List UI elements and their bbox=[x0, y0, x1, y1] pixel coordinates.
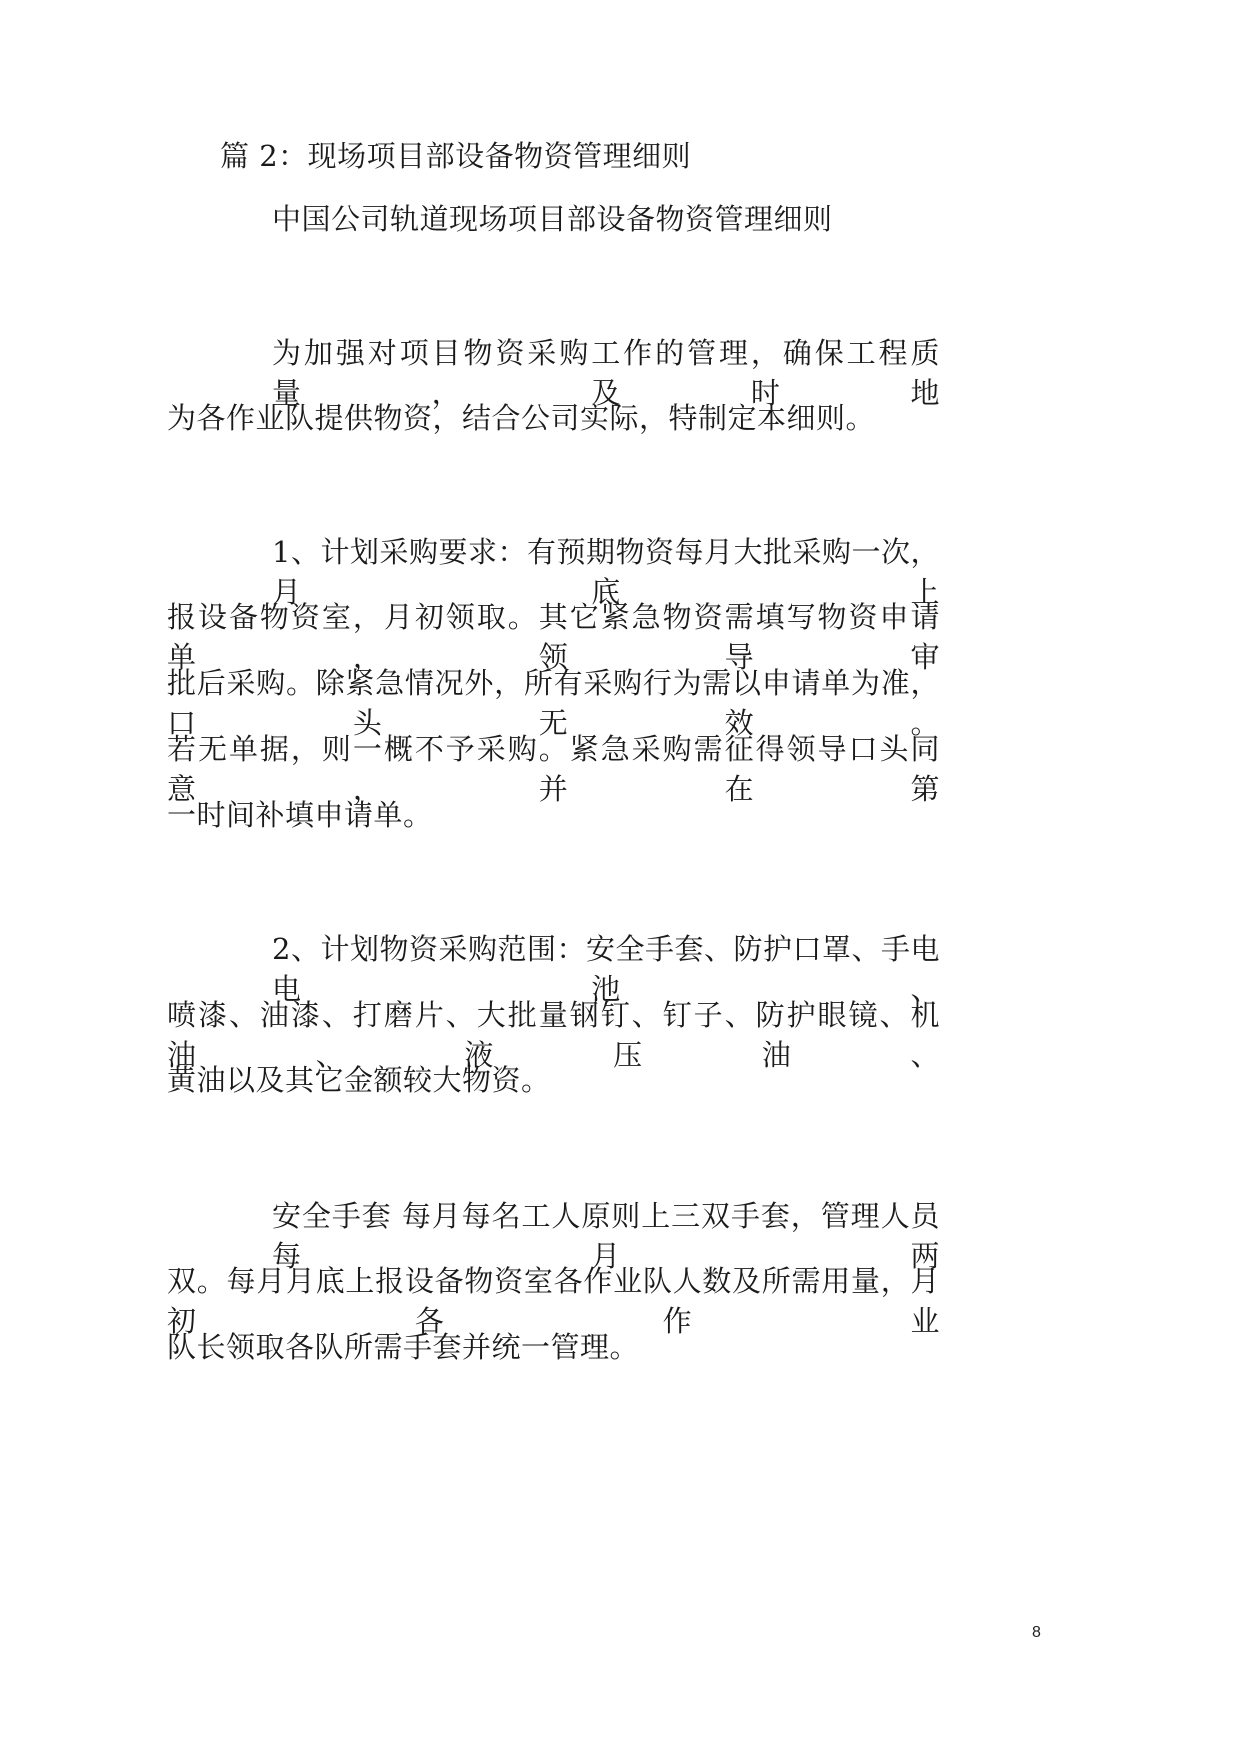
paragraph-line: 喷漆、油漆、打磨片、大批量钢钉、钉子、防护眼镜、机油、液压油、 bbox=[167, 998, 940, 1072]
document-subtitle: 中国公司轨道现场项目部设备物资管理细则 bbox=[272, 202, 833, 236]
paragraph-line: 批后采购。除紧急情况外，所有采购行为需以申请单为准，口头无效。 bbox=[167, 666, 940, 740]
paragraph-line: 黄油以及其它金额较大物资。 bbox=[167, 1063, 551, 1097]
paragraph-line: 双。每月月底上报设备物资室各作业队人数及所需用量，月初各作业 bbox=[167, 1264, 940, 1338]
paragraph-line: 若无单据，则一概不予采购。紧急采购需征得领导口头同意，并在第 bbox=[167, 732, 940, 806]
paragraph-line: 安全手套 每月每名工人原则上三双手套，管理人员每月两 bbox=[272, 1199, 940, 1273]
section-heading: 篇 2：现场项目部设备物资管理细则 bbox=[220, 139, 692, 173]
page-number: 8 bbox=[1032, 1624, 1041, 1641]
paragraph-line: 报设备物资室，月初领取。其它紧急物资需填写物资申请单，领导审 bbox=[167, 600, 940, 674]
paragraph-line: 1、计划采购要求：有预期物资每月大批采购一次，月底上 bbox=[272, 535, 940, 609]
paragraph-line: 为各作业队提供物资，结合公司实际，特制定本细则。 bbox=[167, 401, 876, 435]
paragraph-line: 2、计划物资采购范围：安全手套、防护口罩、手电电池、 bbox=[272, 932, 940, 1006]
paragraph-line: 一时间补填申请单。 bbox=[167, 798, 433, 832]
paragraph-line: 为加强对项目物资采购工作的管理，确保工程质量，及时地 bbox=[272, 336, 940, 410]
paragraph-line: 队长领取各队所需手套并统一管理。 bbox=[167, 1330, 640, 1364]
